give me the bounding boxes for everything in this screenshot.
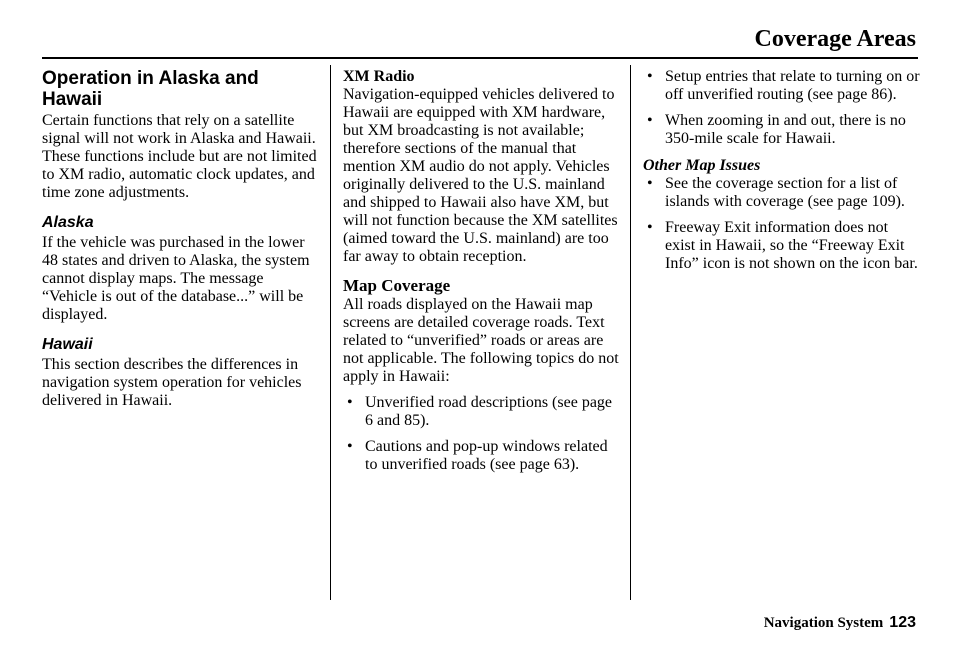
list-item: • When zooming in and out, there is no 350-mile scale for Hawaii. [643,112,921,148]
xm-paragraph: Navigation-equipped vehicles delivered to Hawaii are equipped with XM hardware, but XM broadcasting is not available; therefore sections of the manual that mention XM audio do not apply. Vehicles originally delivered to the U.S. mainland and shipped to Hawaii also have XM, but will not function because the XM satellites (aimed toward the U.S. mainland) are too far away to obtain reception. [343,86,618,265]
column-3 [643,68,921,273]
list-item: • Freeway Exit information does not exist in Hawaii, so the “Freeway Exit Info” icon is not shown on the icon bar. [643,219,921,273]
footer-label: Navigation System [763,615,884,631]
map-coverage-list [343,394,619,474]
intro-paragraph: Certain functions that rely on a satellite signal will not work in Alaska and Hawaii. These functions include but are not limited to XM radio, automatic clock updates, and time zone adjustments. [42,112,317,201]
section-heading-operation: Operation in Alaska and Hawaii [42,68,259,110]
page-footer [764,614,916,632]
subheading-alaska: Alaska [42,214,94,231]
page-title: Coverage Areas [754,26,916,52]
list-item: • See the coverage section for a list of islands with coverage (see page 109). [643,175,921,211]
column-1 [42,68,318,410]
list-item: • Cautions and pop-up windows related to unverified roads (see page 63). [343,438,619,474]
column-divider-1 [330,65,331,600]
page-number: 123 [889,614,916,631]
other-issues-list [643,175,921,273]
subheading-xm-radio: XM Radio [343,68,415,85]
list-item: • Setup entries that relate to turning on or off unverified routing (see page 86). [643,68,921,104]
subheading-map-coverage: Map Coverage [343,276,451,295]
alaska-paragraph: If the vehicle was purchased in the lower 48 states and driven to Alaska, the system cannot display maps. The message “Vehicle is out of the database...” will be displayed. [42,234,310,323]
subheading-other-map-issues: Other Map Issues [643,157,761,174]
hawaii-paragraph: This section describes the differences in navigation system operation for vehicles delivered in Hawaii. [42,356,302,409]
column-divider-2 [630,65,631,600]
column-2 [343,68,619,474]
map-coverage-paragraph: All roads displayed on the Hawaii map screens are detailed coverage roads. Text related to “unverified” roads or areas are not applicable. The following topics do not apply in Hawaii: [343,296,619,385]
header-rule [42,57,918,59]
map-coverage-list-continued [643,68,921,148]
subheading-hawaii: Hawaii [42,336,93,353]
list-item: • Unverified road descriptions (see page 6 and 85). [343,394,619,430]
